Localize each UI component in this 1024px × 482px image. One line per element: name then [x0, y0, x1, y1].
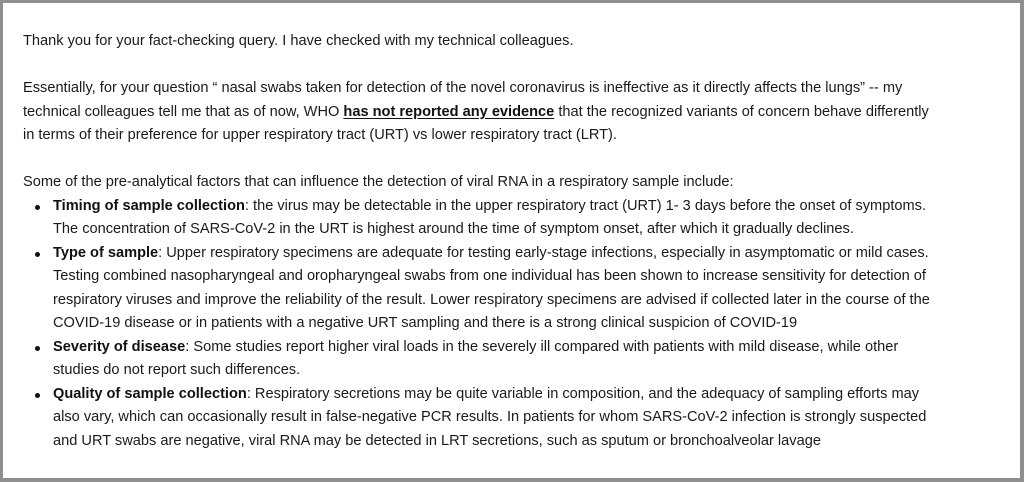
- factors-list: [23, 195, 1013, 454]
- bullet-dot-icon: [35, 205, 40, 210]
- list-item-title: Type of sample: [53, 244, 159, 261]
- list-item-title: Severity of disease: [53, 338, 186, 355]
- list-item-timing: [23, 195, 1013, 242]
- intro-paragraph: [23, 30, 1013, 54]
- list-item-title: Timing of sample collection: [53, 197, 245, 214]
- factors-intro-text: Some of the pre-analytical factors that can influence the detection of viral RNA in a respiratory sample include:: [23, 174, 734, 190]
- list-item-line: respiratory viruses and improve the reliability of the result. Lower respiratory specimens are advised if collected later in the course of the: [53, 291, 930, 308]
- list-item-text: : the virus may be detectable in the upper respiratory tract (URT) 1- 3 days before the onset of symptoms.: [244, 197, 927, 214]
- question-line-3: in terms of their preference for upper respiratory tract (URT) vs lower respiratory tract (LRT).: [23, 127, 617, 143]
- question-line-2-end: that the recognized variants of concern behave differently: [554, 103, 929, 120]
- emphasis-no-evidence: has not reported any evidence: [343, 103, 555, 120]
- list-item-text: : Some studies report higher viral loads in the severely ill compared with patients with mild disease, while other: [185, 338, 899, 355]
- paragraph-spacer: [23, 54, 1013, 78]
- bullet-dot-icon: [35, 346, 40, 351]
- question-line-2: [23, 101, 1013, 125]
- letter-body: [23, 30, 1013, 453]
- list-item-line: Testing combined nasopharyngeal and oropharyngeal swabs from one individual has been shown to increase sensitivity for detection of: [53, 268, 926, 284]
- list-item-line: studies do not report such differences.: [53, 362, 301, 378]
- list-item-line: [53, 195, 1013, 219]
- bullet-dot-icon: [35, 252, 40, 257]
- question-line-2-start: technical colleagues tell me that as of now, WHO: [23, 103, 344, 120]
- intro-text: Thank you for your fact-checking query. I have checked with my technical colleagues.: [23, 33, 574, 49]
- list-item-line: [53, 383, 1013, 407]
- list-item-severity: [23, 336, 1013, 383]
- list-item-quality: [23, 383, 1013, 454]
- list-item-line: and URT swabs are negative, viral RNA may be detected in LRT secretions, such as sputum or bronchoalveolar lavage: [53, 432, 821, 449]
- list-item-line: The concentration of SARS-CoV-2 in the URT is highest around the time of symptom onset, after which it gradually declines.: [53, 221, 854, 237]
- paragraph-spacer: [23, 148, 1013, 172]
- list-item-line: COVID-19 disease or in patients with a negative URT sampling and there is a strong clinical suspicion of COVID-19: [53, 315, 798, 331]
- list-item-text: : Upper respiratory specimens are adequate for testing early-stage infections, especially in asymptomatic or mild cases.: [158, 244, 929, 261]
- list-item-title: Quality of sample collection: [53, 385, 247, 402]
- list-item-line: also vary, which can occasionally result in false-negative PCR results. In patients for whom SARS-CoV-2 infection is strongly suspected: [53, 409, 927, 425]
- factors-intro-paragraph: [23, 171, 1013, 195]
- list-item-text: : Respiratory secretions may be quite variable in composition, and the adequacy of sampling efforts may: [246, 385, 920, 402]
- bullet-dot-icon: [35, 393, 40, 398]
- question-paragraph: [23, 77, 1013, 148]
- list-item-sample-type: [23, 242, 1013, 336]
- list-item-line: [53, 336, 1013, 360]
- list-item-line: [53, 242, 1013, 266]
- question-line-1: Essentially, for your question “ nasal swabs taken for detection of the novel coronavirus is ineffective as it directly affects the lungs” -- my: [23, 80, 903, 96]
